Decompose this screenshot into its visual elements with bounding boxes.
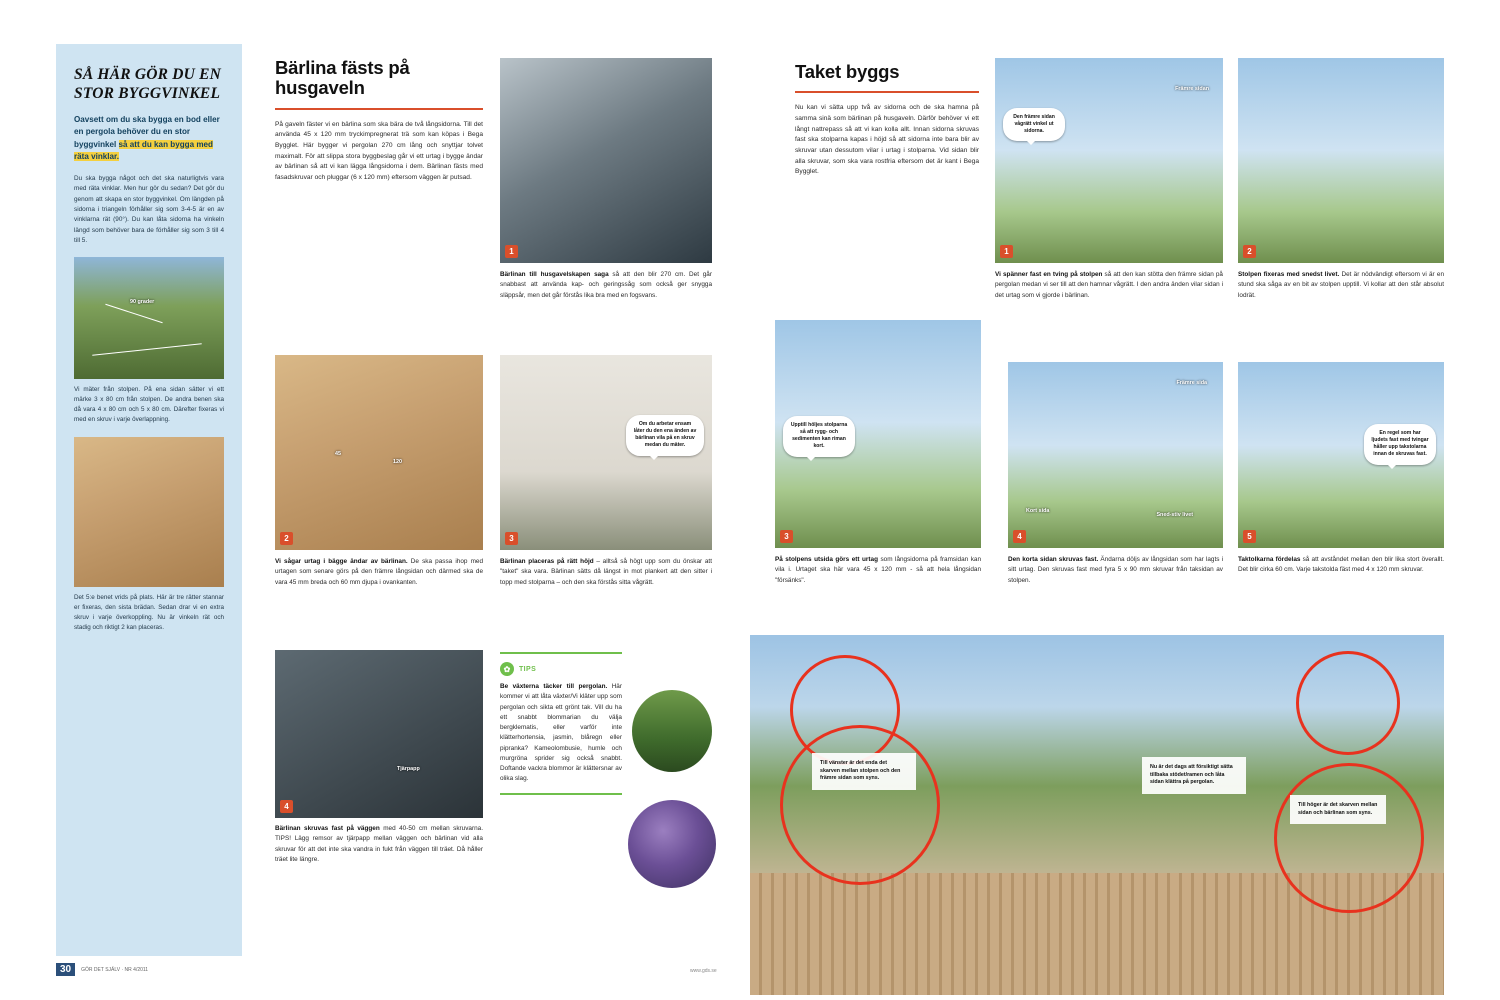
highlight-circle-right	[1274, 763, 1424, 913]
sidebar-caption-2: Det 5:e benet vrids på plats. Här är tre rätter stannar er fixeras, den sista brädan. Sedan drar vi en extra skruv i varje överkoppling. Nu är vinkeln rät och stadig och riktigt 2 kan placeras.	[74, 593, 224, 631]
hero-note-right: Till höger är det skarven mellan sidan och bärlinan som syns.	[1290, 795, 1386, 824]
speech-bubble-rafter: En regel som har ljudets fast med tvingar håller upp takstolarna innan de skruvas fast.	[1364, 424, 1436, 465]
photo-drill-wall	[275, 650, 483, 818]
sidebar-title: SÅ HÄR GÖR DU EN STOR BYGGVINKEL	[74, 66, 222, 102]
photo-wisteria	[628, 800, 716, 888]
column-two-body: På gaveln fäster vi en bärlina som ska bära de två långsidorna. Till det använda 45 x 120 mm tryckimpregnerat trä som kan köpas i Bega Bygglet. Här bygger vi pergolan 270 cm lång och snyttjar tolvet maximalt. För att slippa stora byggbeslag går vi ett urtag i bygge ändar av bärlinan så att vi kan lägga långsidorna i dem. Bärlinan fästs med fasadskruvar och pluggar (6 x 120 mm) eftersom väggen är putsad.	[275, 120, 483, 182]
tjarpapp-label: Tjärpapp	[397, 766, 420, 772]
caption-lead: Bärlinan skruvas fast på väggen	[275, 825, 380, 832]
caption-text: så att den kan stötta den främre sidan på pergolan medan vi ser till att den hamnar vågrätt. I den andra änden vilar sidan i det urtag som vi gjorde i bärlinan.	[995, 271, 1223, 299]
hero-note-left: Till vänster är det enda det skarven mellan stolpen och den främre sidan som syns.	[812, 753, 916, 790]
caption-lead: Vi sågar urtag i bägge ändar av bärlinan.	[275, 558, 408, 565]
photo-clamp-post	[995, 58, 1223, 263]
caption-lead: Vi spänner fast en tving på stolpen	[995, 271, 1103, 278]
hero-note-center: Nu är det dags att försiktigt sätta tillbaka stödet/ramen och låta sidan klättra på pergolan.	[1142, 757, 1246, 794]
caption-text: så att avståndet mellan den blir lika stort överallt. Det blir cirka 60 cm. Varje takstolda fäst med 4 x 120 mm skruvar.	[1238, 556, 1444, 574]
folio-url: www.gds.se	[690, 968, 717, 974]
page-number: 30	[56, 963, 75, 976]
measure-label-120: 120	[393, 459, 402, 465]
sidebar-photo-1-label: 90 grader	[130, 298, 155, 305]
photo-number: 4	[280, 800, 293, 813]
caption-post-notch	[775, 555, 981, 586]
caption-text: så att den blir 270 cm. Det går snabbast att använda kap- och geringssåg som också ger snygga släppsår, men det går förstås lika bra med en fogsvans.	[500, 271, 712, 299]
photo-notch-cut	[275, 355, 483, 550]
caption-lead: Taktolkarna fördelas	[1238, 556, 1301, 563]
caption-lead: Bärlinan placeras på rätt höjd	[500, 558, 594, 565]
caption-text: med 40-50 cm mellan skruvarna. TIPS! Lägg remsor av tjärpapp mellan väggen och bärlinan vid alla skruvar för att det inte ska vandra in fukt från väggen till träet. Då håller träet lite längre.	[275, 825, 484, 863]
caption-text: som långsidorna på framsidan kan vila i. Urtaget ska här vara 45 x 120 mm - så att hela långsidan "försänks".	[775, 556, 981, 584]
photo-screw-short-side	[1008, 362, 1223, 548]
section-heading-taket: Taket byggs	[795, 61, 900, 82]
caption-drill	[275, 824, 483, 865]
photo-barlina-height	[500, 355, 712, 550]
tips-box	[500, 652, 622, 795]
caption-text: Ändarna döljs av långsidan som har lagts i sitt urtag. Den skruvas fast med fyra 5 x 90 mm skruvar från taksidan av stolpen.	[1008, 556, 1223, 584]
tips-label: TIPS	[519, 665, 537, 673]
photo-number: 1	[505, 245, 518, 258]
tips-text: Här kommer vi att låta växter/Vi kläter upp som pergolan och sikta ett grönt tak. Vill du ha ett snabbt blommarian du välja bergklematis, eller varför inte klätterhortensia, jasmin, blåregn eller pipranka? Kameolombusie, humle och murgröna sprider sig också snabbt. Doftande vackra blommor är klättersnar av olika slag.	[500, 683, 622, 783]
photo-post-notch	[775, 320, 981, 548]
highlight-circle-top-right	[1296, 651, 1400, 755]
caption-lead: Stolpen fixeras med snedst livet.	[1238, 271, 1340, 278]
caption-text: – alltså så högt upp som du önskar att "taket" ska vara. Bärlinan sätts då längst in mot plankert att den sitter i topp med stolparna – och den ska förstås sitta vågrätt.	[500, 558, 712, 586]
caption-lead: Den korta sidan skruvas fast.	[1008, 556, 1099, 563]
photo-rafters	[1238, 362, 1444, 548]
speech-bubble-post: Upptill höljes stolparna så att rygg- och sedimenten kan riman kort.	[783, 416, 855, 457]
photo-number: 3	[505, 532, 518, 545]
highlight-circle-left	[780, 725, 940, 885]
caption-text: De ska passa ihop med urtagen som senare görs på den främre långsidan och därmed ska de vara 45 mm breda och 60 mm djupa i ovankanten.	[275, 558, 483, 586]
folio-text: GÖR DET SJÄLV · NR 4/2011	[81, 966, 149, 973]
column-roof-body: Nu kan vi sätta upp två av sidorna och de ska hamna på samma sinä som bärlinan på husgaveln. Därför behöver vi ett långt nattrepass så att vi kan kolla allt. Innan sidorna skruvas fast ska stolparna kapas i höjd så att sidorna inte bara blir av skruvar utan dessutom vilar i urtag i stolparna. Vid sidan blir alla skruvar, som ska vara rostfria eftersom det är kant i Bega Bygglet.	[795, 104, 979, 176]
heading-rule	[795, 91, 979, 93]
photo-number: 4	[1013, 530, 1026, 543]
caption-barlina-height	[500, 557, 712, 588]
section-heading-barlina: Bärlina fästs på husgaveln	[275, 57, 410, 99]
caption-screw-short-side	[1008, 555, 1223, 586]
label-framre-sida: Främre sida	[1176, 380, 1207, 386]
photo-number: 5	[1243, 530, 1256, 543]
photo-miter-saw	[500, 58, 712, 263]
sidebar-lead-part1: Oavsett om du ska bygga en bod eller en pergola behöver du en stor byggvinkel	[74, 114, 220, 149]
photo-number: 3	[780, 530, 793, 543]
sidebar-lead	[74, 114, 224, 164]
leader-line	[105, 303, 162, 322]
sidebar-photo-1	[74, 257, 224, 379]
sidebar-caption-1: Vi mäter från stolpen. På ena sidan sätter vi ett märke 3 x 80 cm från stolpen. De andra benen ska då vara 4 x 80 cm och 5 x 80 cm. Därefter fixeras vi med en skruv i varje överlappning.	[74, 385, 224, 423]
photo-number: 1	[1000, 245, 1013, 258]
caption-level-post	[1238, 270, 1444, 301]
caption-lead: Bärlinan till husgavelskapen saga	[500, 271, 609, 278]
photo-level-post	[1238, 58, 1444, 263]
sidebar-lead-highlight: så att du kan bygga med räta vinklar.	[74, 139, 213, 162]
leaf-icon: ✿	[500, 662, 514, 676]
caption-notch	[275, 557, 483, 588]
heading-rule	[275, 108, 483, 110]
column-two	[275, 58, 483, 184]
photo-number: 2	[1243, 245, 1256, 258]
hero-photo-pergola	[750, 635, 1444, 995]
sidebar-panel	[56, 44, 242, 956]
photo-number: 2	[280, 532, 293, 545]
sidebar-photo-2	[74, 437, 224, 587]
sidebar-body: Du ska bygga något och det ska naturligtvis vara med räta vinklar. Men hur gör du sedan? Det gör du genom att skapa en stor byggvinkel. Om längden på sidorna i triangeln förhåller sig som 3-4-5 är en av vinklarna rät (90°). Du kan låta sidorna ha vinkeln längd som behöver bara de förhåller sig som 3 till 4 till 5.	[74, 174, 224, 245]
caption-clamp-post	[995, 270, 1223, 301]
caption-saw	[500, 270, 712, 301]
speech-bubble-helper: Om du arbetar ensam låter du den ena änden av bärlinan vila på en skruv medan du mäter.	[626, 415, 704, 456]
label-kort-sida: Kort sida	[1026, 508, 1050, 514]
caption-rafters	[1238, 555, 1444, 576]
label-framre-sidan: Främre sidan	[1175, 86, 1209, 92]
tips-header	[500, 662, 622, 676]
caption-text: Det är nödvändigt eftersom vi är en stund ska såga av en bit av stolpen upptill. Vi kollar att den står absolut lodrät.	[1238, 271, 1444, 299]
speech-bubble-frame: Den främre sidan vågrätt vinkel ut sidorna.	[1003, 108, 1065, 141]
leader-line	[92, 343, 202, 355]
folio	[56, 963, 148, 976]
column-roof-text	[795, 62, 979, 178]
caption-lead: På stolpens utsida görs ett urtag	[775, 556, 878, 563]
label-snedstiv: Sned-stiv livet	[1156, 512, 1193, 518]
tips-headline: Be växterna täcker till pergolan.	[500, 683, 608, 690]
photo-climbing-plants	[632, 690, 712, 772]
measure-label-45: 45	[335, 451, 341, 457]
